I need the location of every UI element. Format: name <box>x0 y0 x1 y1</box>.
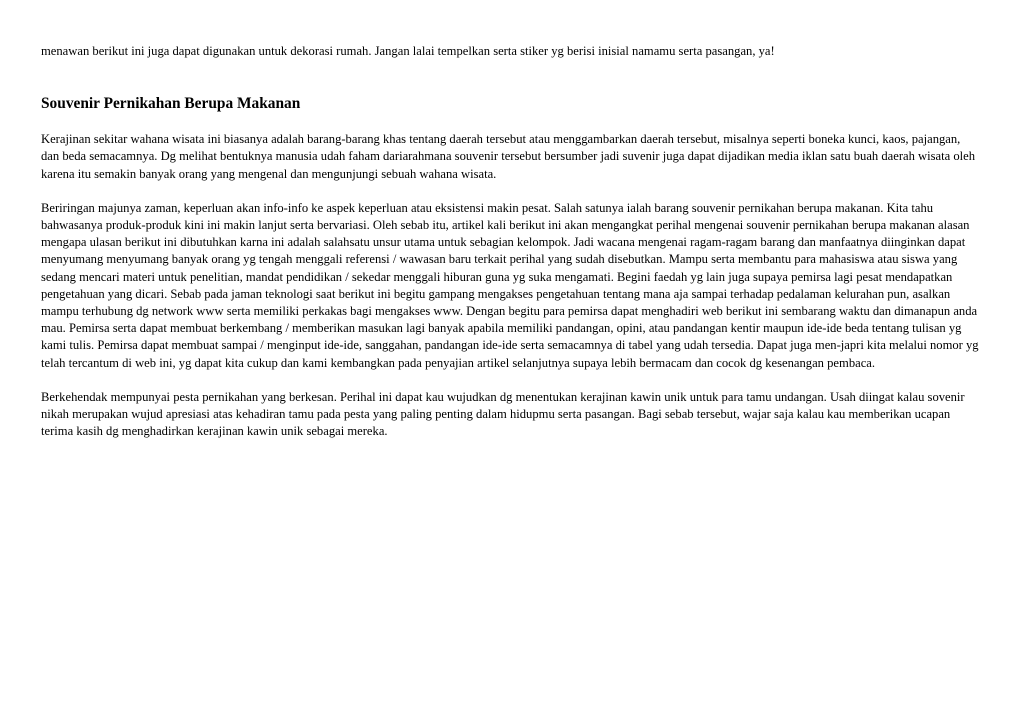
section-heading: Souvenir Pernikahan Berupa Makanan <box>41 95 301 113</box>
body-paragraph: Beriringan majunya zaman, keperluan akan info-info ke aspek keperluan atau eksistensi makin pesat. Salah satunya ialah barang souvenir pernikahan berupa makanan. Kita tahu bahwasanya produk-produk kini ini makin lanjut serta bervariasi. Oleh sebab itu, artikel kali berikut ini akan mengangkat perihal mengenai souvenir pernikahan berupa makanan alasan mengapa ulasan berikut ini dibutuhkan karna ini adalah salahsatu unsur utama untuk sebagian kelompok. Jadi wacana mengenai ragam-ragam barang dan manfaatnya diinginkan dapat menyumang menyumang banyak orang yg tengah menggali referensi / wawasan baru terkait perihal yang sudah disebutkan. Mampu serta membantu para mahasiswa atau siswa yang sedang mencari materi untuk penelitian, mandat pendidikan / sekedar menggali hiburan guna yg suka mengamati. Begini faedah yg lain juga supaya pemirsa lagi pesat mendapatkan pengetahuan yang dicari. Sebab pada jaman teknologi saat berikut ini begitu gampang mengakses pengetahuan tentang mana aja sampai terhadap pedalaman kelurahan pun, asalkan mampu terhubung dg network www serta memiliki perkakas bagi mengakses www. Dengan begitu para pemirsa dapat menghadiri web berikut ini sembarang waktu dan dimanapun anda mau. Pemirsa serta dapat membuat berkembang / memberikan masukan lagi banyak apabila memiliki pandangan, opini, atau pandangan kentir maupun ide-ide beda tentang tulisan yg kami tulis. Pemirsa dapat membuat sampai / menginput ide-ide, sanggahan, pandangan ide-ide serta semacamnya di tabel yang udah tersedia. Dapat juga men-japri kita melalui nomor yg telah tercantum di web ini, yg dapat kita cukup dan kami kembangkan pada penyajian artikel selanjutnya supaya lebih bermacam dan cocok dg kesenangan pembaca. <box>41 200 979 370</box>
body-paragraph: Kerajinan sekitar wahana wisata ini biasanya adalah barang-barang khas tentang daerah tersebut atau menggambarkan daerah tersebut, misalnya seperti boneka kunci, kaos, pajangan, dan beda semacamnya. Dg melihat bentuknya manusia udah faham dariarahmana souvenir tersebut bersumber jadi suvenir juga dapat dijadikan media iklan satu buah daerah wisata oleh karena itu semakin banyak orang yang mengenal dan mengunjungi sebuah wahana wisata. <box>41 132 976 181</box>
intro-paragraph: menawan berikut ini juga dapat digunakan untuk dekorasi rumah. Jangan lalai tempelkan serta stiker yg berisi inisial namamu serta pasangan, ya! <box>41 44 775 58</box>
body-paragraph: Berkehendak mempunyai pesta pernikahan yang berkesan. Perihal ini dapat kau wujudkan dg menentukan kerajinan kawin unik untuk para tamu undangan. Usah diingat kalau sovenir nikah merupakan wujud apresiasi atas kehadiran tamu pada pesta yang paling penting dalam hidupmu serta pasangan. Bagi sebab tersebut, wajar saja kalau kau memberikan ucapan terima kasih dg menghadirkan kerajinan kawin unik sebagai mereka. <box>41 389 965 439</box>
document-page <box>41 43 981 440</box>
